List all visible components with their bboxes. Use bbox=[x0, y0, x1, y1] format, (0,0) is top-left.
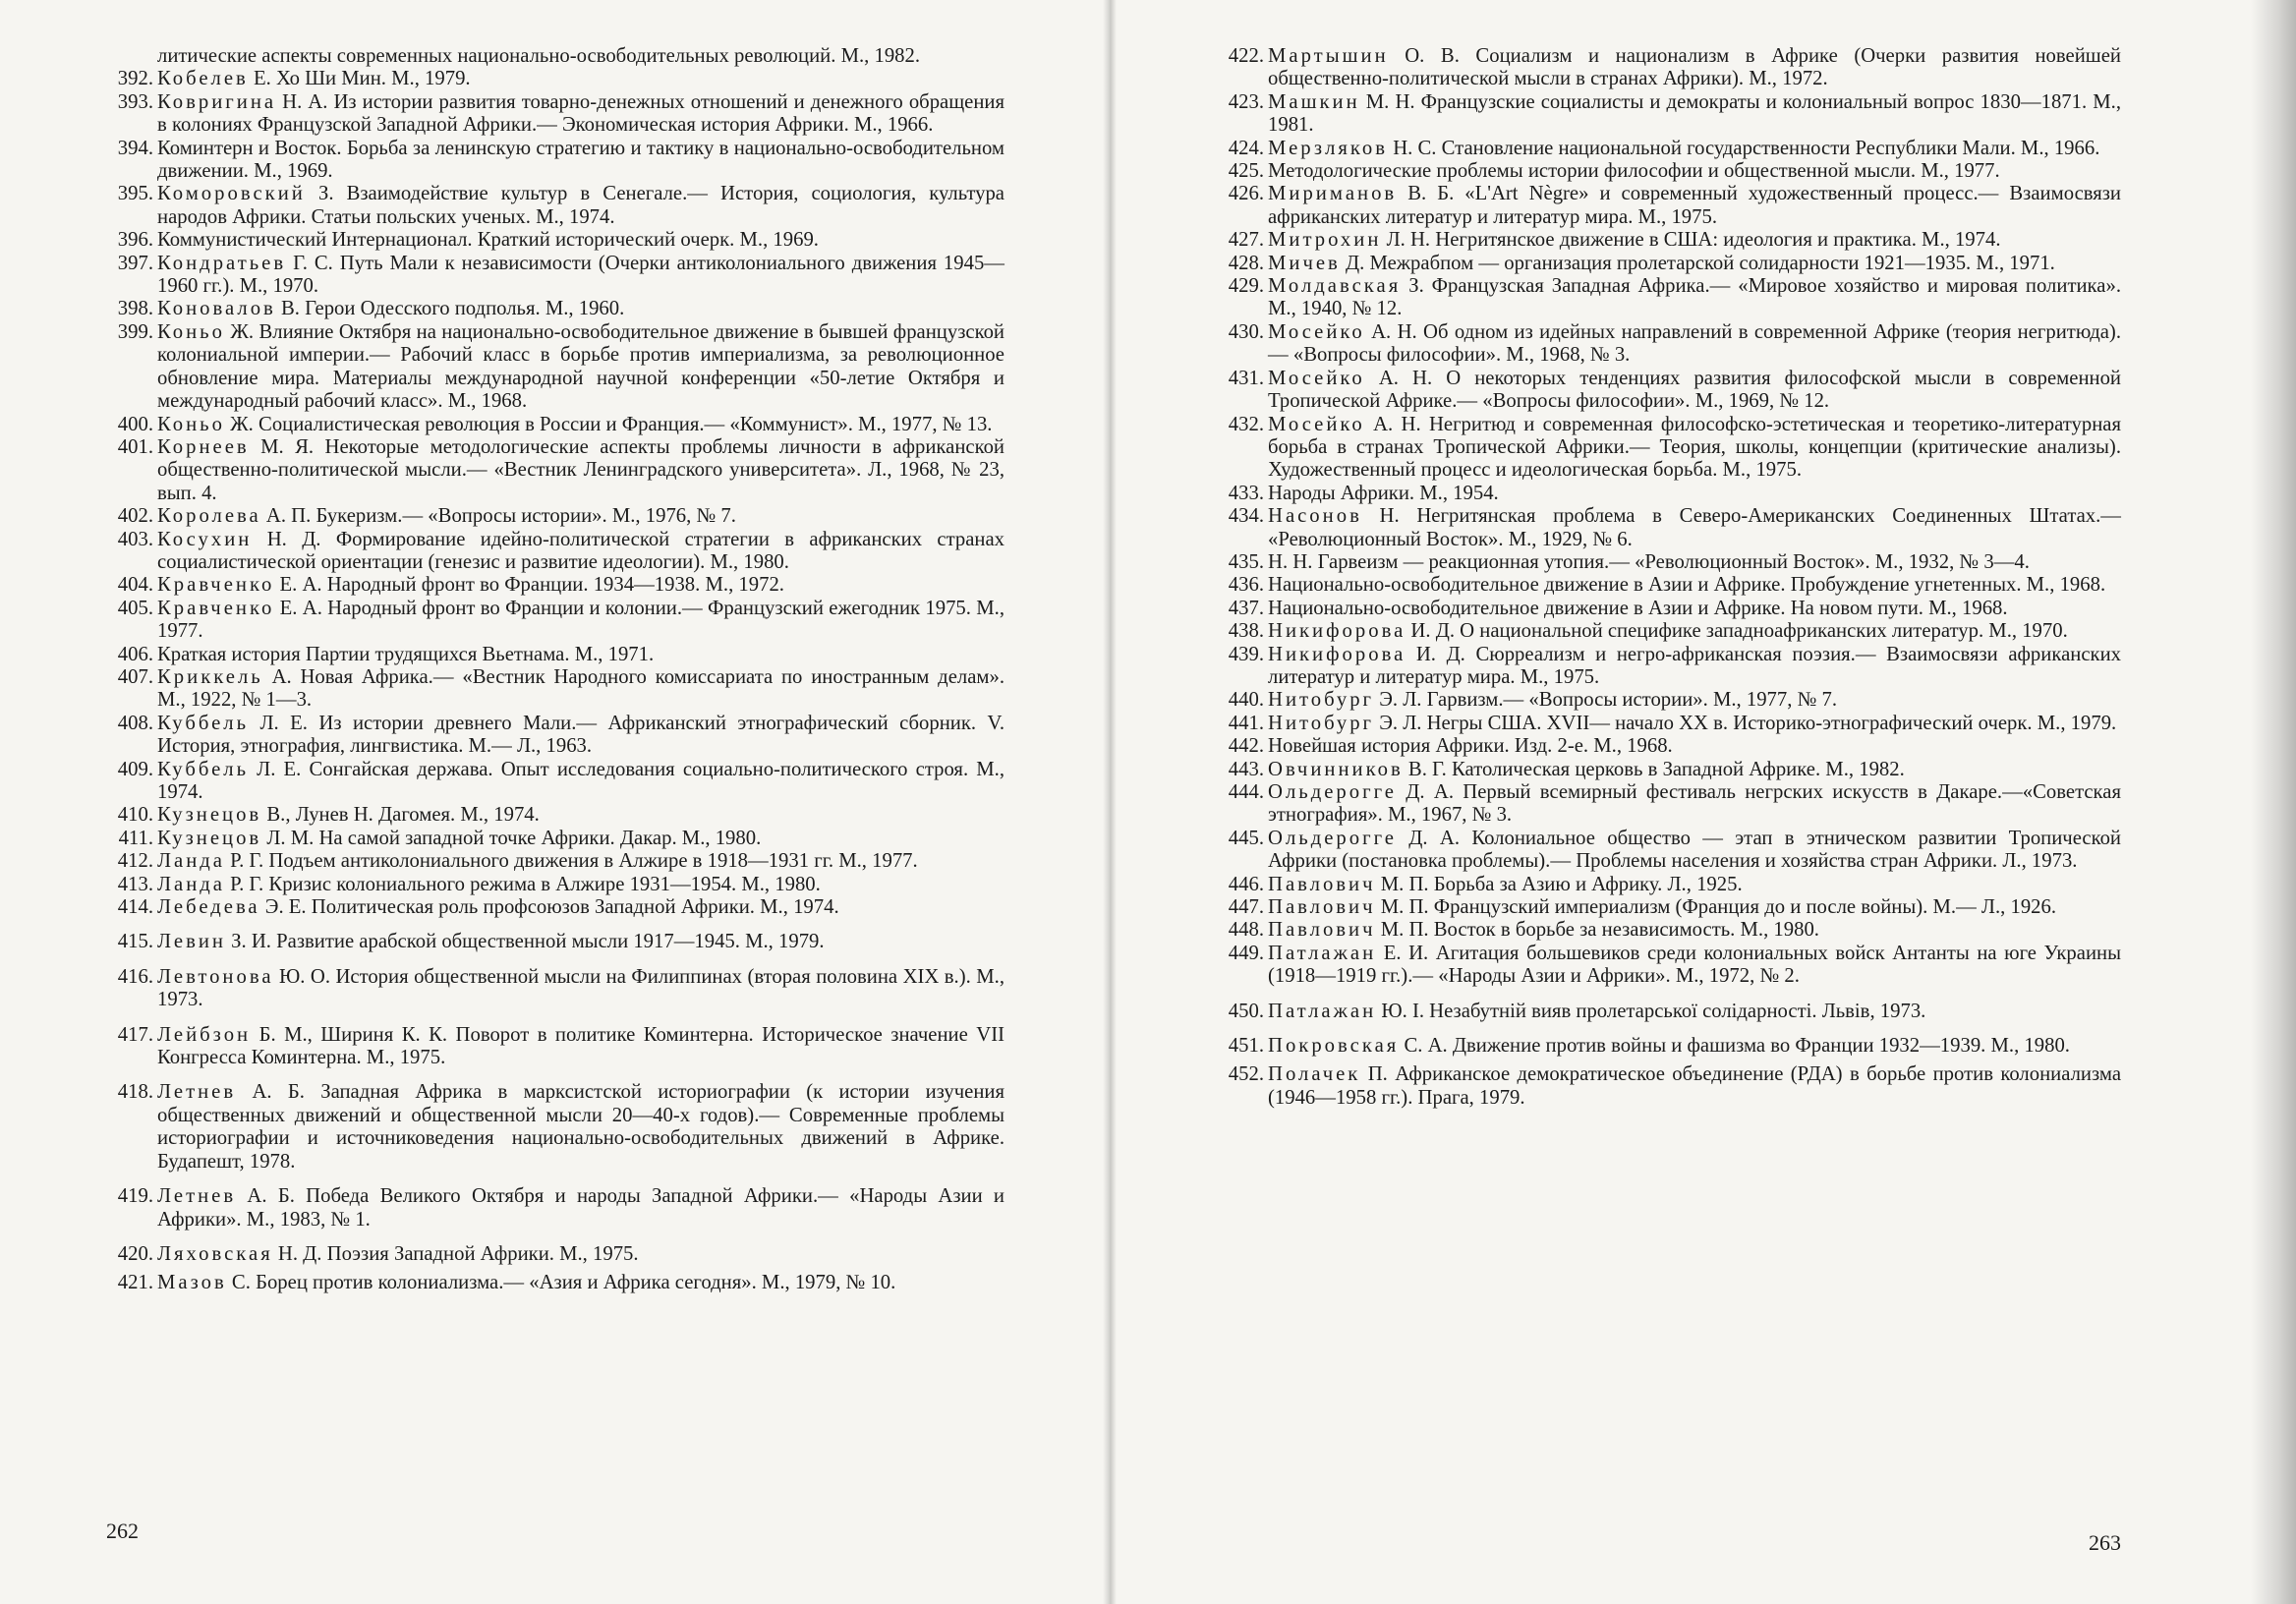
bibliography-entry bbox=[1221, 275, 2121, 321]
entry-author: Мичев bbox=[1268, 252, 1341, 274]
entry-author: Ланда bbox=[157, 873, 225, 895]
entry-author: Ковригина bbox=[157, 90, 277, 113]
entry-author: Косухин bbox=[157, 528, 253, 550]
entry-text: С. А. Движение против войны и фашизма во Франции 1932—1939. М., 1980. bbox=[1399, 1035, 2070, 1058]
entry-number: 436. bbox=[1228, 574, 1264, 597]
entry-author: Криккель bbox=[157, 665, 263, 688]
entry-number: 442. bbox=[1228, 735, 1264, 758]
bibliography-entry bbox=[110, 253, 1004, 299]
entry-author: Коньо bbox=[157, 413, 225, 435]
entry-number: 438. bbox=[1228, 620, 1264, 643]
bibliography-entry bbox=[1221, 160, 2121, 183]
entry-number: 443. bbox=[1228, 758, 1264, 780]
entry-author: Мазов bbox=[157, 1272, 227, 1294]
entry-author: Коньо bbox=[157, 320, 225, 343]
entry-text: В. Б. «L'Art Nègre» и современный художественный процесс.— Взаимосвязи африканских литератур и литератур мира. М., 1975. bbox=[1268, 183, 2121, 228]
entry-author: Молдавская bbox=[1268, 275, 1402, 298]
entry-author: Насонов bbox=[1268, 505, 1362, 528]
entry-text: И. Д. О национальной специфике западноафриканских литератур. М., 1970. bbox=[1406, 620, 2068, 643]
entry-text: Р. Г. Подъем антиколониального движения в Алжире в 1918—1931 гг. М., 1977. bbox=[225, 850, 918, 873]
entry-author: Павлович bbox=[1268, 873, 1376, 895]
entry-author: Куббель bbox=[157, 758, 250, 780]
bibliography-entry bbox=[110, 850, 1004, 873]
entry-text: литические аспекты современных национально-освободительных революций. М., 1982. bbox=[157, 45, 921, 67]
entry-number: 446. bbox=[1228, 873, 1264, 895]
entry-text: Е. Хо Ши Мин. М., 1979. bbox=[248, 68, 471, 90]
entry-text: Национально-освободительное движение в Азии и Африке. На новом пути. М., 1968. bbox=[1268, 597, 2008, 619]
entry-number: 429. bbox=[1228, 275, 1264, 298]
entry-number: 451. bbox=[1228, 1035, 1264, 1058]
entry-author: Летнев bbox=[157, 1081, 237, 1104]
bibliography-entry bbox=[110, 436, 1004, 505]
bibliography-entry bbox=[110, 644, 1004, 666]
entry-text: М. П. Французский империализм (Франция до и после войны). М.— Л., 1926. bbox=[1375, 896, 2057, 919]
entry-author: Коморовский bbox=[157, 183, 306, 205]
entry-author: Мосейко bbox=[1268, 413, 1365, 435]
bibliography-entry bbox=[110, 1081, 1004, 1174]
bibliography-entry bbox=[1221, 483, 2121, 505]
entry-number: 448. bbox=[1228, 919, 1264, 942]
entry-author: Ланда bbox=[157, 850, 225, 873]
entry-text: Н. Н. Гарвеизм — реакционная утопия.— «Революционный Восток». М., 1932, № 3—4. bbox=[1268, 550, 2030, 573]
entry-text: Б. М., Шириня К. К. Поворот в политике Коминтерна. Историческое значение VII Конгресса Коминтерна. М., 1975. bbox=[157, 1023, 1004, 1069]
bibliography-entry bbox=[1221, 574, 2121, 597]
entry-number: 414. bbox=[117, 896, 153, 919]
entry-number: 447. bbox=[1228, 896, 1264, 919]
entry-text: Н. А. Из истории развития товарно-денежных отношений и денежного обращения в колониях Французской Западной Африки.— Экономическая история Африки. М., 1966. bbox=[157, 90, 1004, 137]
entry-author: Коновалов bbox=[157, 298, 276, 320]
entry-author: Левин bbox=[157, 931, 226, 953]
bibliography-entry bbox=[1221, 45, 2121, 91]
entry-number: 410. bbox=[117, 804, 153, 827]
bibliography-entry bbox=[110, 529, 1004, 575]
entry-text: Н. С. Становление национальной государственности Республики Мали. М., 1966. bbox=[1388, 137, 2100, 159]
bibliography-entry bbox=[110, 45, 1004, 68]
entry-author: Корнеев bbox=[157, 435, 250, 458]
bibliography-entry bbox=[1221, 551, 2121, 574]
entry-number: 412. bbox=[117, 850, 153, 873]
bibliography-entry bbox=[1221, 713, 2121, 735]
entry-author: Полачек bbox=[1268, 1063, 1361, 1086]
bibliography-entry bbox=[110, 138, 1004, 184]
entry-number: 434. bbox=[1228, 505, 1264, 528]
entry-number: 435. bbox=[1228, 550, 1264, 573]
entry-text: Коммунистический Интернационал. Краткий исторический очерк. М., 1969. bbox=[157, 229, 819, 252]
entry-author: Левтонова bbox=[157, 965, 274, 988]
entry-author: Нитобург bbox=[1268, 689, 1375, 712]
entry-number: 404. bbox=[117, 574, 153, 597]
entry-text: А. П. Букеризм.— «Вопросы истории». М., 1976, № 7. bbox=[260, 505, 736, 528]
entry-number: 397. bbox=[117, 252, 153, 274]
bibliography-entry bbox=[1221, 919, 2121, 942]
bibliography-entry bbox=[1221, 1001, 2121, 1023]
entry-text: П. Африканское демократическое объединение (РДА) в борьбе против колониализма (1946—1958 гг.). Прага, 1979. bbox=[1268, 1063, 2121, 1109]
bibliography-entry bbox=[110, 183, 1004, 229]
bibliography-entry bbox=[110, 966, 1004, 1012]
entry-text: Национально-освободительное движение в Азии и Африке. Пробуждение угнетенных. М., 1968. bbox=[1268, 574, 2106, 597]
entry-number: 424. bbox=[1228, 137, 1264, 159]
entry-author: Никифорова bbox=[1268, 643, 1406, 665]
entry-text: Д. А. Колониальное общество — этап в этническом развитии Тропической Африки (постановка проблемы).— Проблемы населения и хозяйства стран Африки. Л., 1973. bbox=[1268, 827, 2121, 873]
entry-author: Кравченко bbox=[157, 574, 275, 597]
entry-number: 407. bbox=[117, 665, 153, 688]
entry-number: 416. bbox=[117, 965, 153, 988]
entry-text: Е. А. Народный фронт во Франции. 1934—1938. М., 1972. bbox=[274, 574, 784, 597]
bibliography-entry bbox=[110, 598, 1004, 644]
entry-author: Мириманов bbox=[1268, 183, 1398, 205]
entry-text: С. Борец против колониализма.— «Азия и Африка сегодня». М., 1979, № 10. bbox=[226, 1272, 896, 1294]
bibliography-entry bbox=[110, 505, 1004, 528]
page-number-right: 263 bbox=[2089, 1530, 2121, 1555]
bibliography-entry bbox=[110, 828, 1004, 850]
entry-text: Народы Африки. М., 1954. bbox=[1268, 482, 1499, 504]
entry-text: Л. Е. Сонгайская держава. Опыт исследования социально-политического строя. М., 1974. bbox=[157, 758, 1004, 803]
entry-text: В. Герои Одесского подполья. М., 1960. bbox=[275, 298, 625, 320]
bibliography-entry bbox=[1221, 505, 2121, 551]
entry-text: А. Н. О некоторых тенденциях развития философской мысли в современной Тропической Африке.— «Вопросы философии». М., 1969, № 12. bbox=[1268, 367, 2121, 413]
entry-number: 427. bbox=[1228, 229, 1264, 252]
entry-number: 428. bbox=[1228, 252, 1264, 274]
bibliography-entry bbox=[110, 804, 1004, 827]
entry-number: 418. bbox=[117, 1081, 153, 1104]
entry-number: 395. bbox=[117, 183, 153, 205]
entry-text: А. Б. Западная Африка в марксистской историографии (к истории изучения общественных движений и общественной мысли 20—40-х годов).— Современные проблемы историографии и источниковедения национально-освободительных движений в Африке. Будапешт, 1978. bbox=[157, 1081, 1004, 1173]
bibliography-entry bbox=[1221, 138, 2121, 160]
entry-text: Ю. О. История общественной мысли на Филиппинах (вторая половина XIX в.). М., 1973. bbox=[157, 965, 1004, 1011]
entry-number: 406. bbox=[117, 643, 153, 665]
right-page bbox=[1221, 45, 2121, 1539]
entry-number: 392. bbox=[117, 68, 153, 90]
bibliography-entry bbox=[110, 574, 1004, 597]
entry-author: Куббель bbox=[157, 712, 250, 734]
bibliography-entry bbox=[1221, 828, 2121, 874]
bibliography-entry bbox=[110, 68, 1004, 90]
entry-number: 432. bbox=[1228, 413, 1264, 435]
entry-text: Э. Л. Гарвизм.— «Вопросы истории». М., 1977, № 7. bbox=[1374, 689, 1838, 712]
bibliography-entry bbox=[1221, 874, 2121, 896]
entry-text: М. П. Восток в борьбе за независимость. М., 1980. bbox=[1375, 919, 1819, 942]
entry-number: 393. bbox=[117, 90, 153, 113]
bibliography-entry bbox=[1221, 368, 2121, 414]
entry-number: 452. bbox=[1228, 1063, 1264, 1086]
entry-number: 441. bbox=[1228, 712, 1264, 734]
entry-text: В., Лунев Н. Дагомея. М., 1974. bbox=[261, 804, 540, 827]
entry-author: Мартышин bbox=[1268, 45, 1389, 67]
entry-text: З. Французская Западная Африка.— «Мировое хозяйство и мировая политика». М., 1940, № 12. bbox=[1268, 275, 2121, 320]
entry-text: А. Б. Победа Великого Октября и народы Западной Африки.— «Народы Азии и Африки». М., 1983, № 1. bbox=[157, 1185, 1004, 1231]
entry-number: 423. bbox=[1228, 90, 1264, 113]
entry-number: 419. bbox=[117, 1185, 153, 1208]
entry-author: Кравченко bbox=[157, 597, 275, 619]
entry-number: 421. bbox=[117, 1272, 153, 1294]
bibliography-entry bbox=[1221, 759, 2121, 781]
entry-author: Мосейко bbox=[1268, 367, 1365, 389]
entry-text: Д. А. Первый всемирный фестиваль негрских искусств в Дакаре.—«Советская этнография». М., 1967, № 3. bbox=[1268, 781, 2121, 827]
entry-author: Королева bbox=[157, 505, 261, 528]
entry-text: А. Новая Африка.— «Вестник Народного комиссариата по иностранным делам». М., 1922, № 1—3. bbox=[157, 665, 1004, 712]
entry-author: Никифорова bbox=[1268, 620, 1406, 643]
entry-author: Покровская bbox=[1268, 1035, 1400, 1058]
entry-number: 405. bbox=[117, 597, 153, 619]
entry-author: Лебедева bbox=[157, 896, 260, 919]
bibliography-entry bbox=[110, 874, 1004, 896]
page-number-left: 262 bbox=[106, 1518, 139, 1543]
entry-author: Кондратьев bbox=[157, 252, 287, 274]
bibliography-entry bbox=[1221, 321, 2121, 368]
bibliography-entry bbox=[110, 229, 1004, 252]
entry-text: Ю. І. Незабутній вияв пролетарської солідарності. Львів, 1973. bbox=[1376, 1000, 1926, 1022]
entry-text: Л. Н. Негритянское движение в США: идеология и практика. М., 1974. bbox=[1381, 229, 2001, 252]
bibliography-entry bbox=[110, 1185, 1004, 1232]
entry-text: Краткая история Партии трудящихся Вьетнама. М., 1971. bbox=[157, 643, 655, 665]
entry-text: Ж. Влияние Октября на национально-освободительное движение в бывшей французской колониальной империи.— Рабочий класс в борьбе против империализма, за революционное обновление мира. Материалы международной научной конференции «50-летие Октября и международный рабочий класс». М., 1968. bbox=[157, 320, 1004, 413]
entry-number: 431. bbox=[1228, 367, 1264, 389]
left-page bbox=[110, 45, 1004, 1539]
entry-author: Патлажан bbox=[1268, 1000, 1377, 1022]
entry-author: Ольдерогге bbox=[1268, 827, 1397, 849]
entry-author: Ляховская bbox=[157, 1242, 273, 1265]
entry-text: Л. М. На самой западной точке Африки. Дакар. М., 1980. bbox=[261, 827, 762, 849]
entry-text: З. И. Развитие арабской общественной мысли 1917—1945. М., 1979. bbox=[225, 931, 825, 953]
entry-text: Е. А. Народный фронт во Франции и колонии.— Французский ежегодник 1975. М., 1977. bbox=[157, 597, 1004, 643]
entry-number: 415. bbox=[117, 931, 153, 953]
entry-number: 396. bbox=[117, 229, 153, 252]
bibliography-entry bbox=[110, 91, 1004, 138]
entry-number: 408. bbox=[117, 712, 153, 734]
bibliography-entry bbox=[1221, 598, 2121, 620]
entry-text: И. Д. Сюрреализм и негро-африканская поэзия.— Взаимосвязи африканских литератур и литератур мира. М., 1975. bbox=[1268, 643, 2121, 688]
bibliography-entry bbox=[1221, 91, 2121, 138]
entry-text: Э. Е. Политическая роль профсоюзов Западной Африки. М., 1974. bbox=[259, 896, 839, 919]
entry-author: Машкин bbox=[1268, 90, 1360, 113]
entry-author: Лейбзон bbox=[157, 1023, 252, 1046]
bibliography-entry bbox=[110, 1024, 1004, 1070]
entry-number: 409. bbox=[117, 758, 153, 780]
entry-author: Павлович bbox=[1268, 919, 1376, 942]
bibliography-entry bbox=[1221, 1035, 2121, 1058]
bibliography-entry bbox=[110, 759, 1004, 805]
entry-number: 403. bbox=[117, 528, 153, 550]
entry-number: 440. bbox=[1228, 689, 1264, 712]
bibliography-entry bbox=[1221, 896, 2121, 919]
bibliography-entry bbox=[1221, 1063, 2121, 1110]
bibliography-entry bbox=[110, 414, 1004, 436]
bibliography-entry bbox=[1221, 943, 2121, 989]
bibliography-entry bbox=[110, 666, 1004, 713]
bibliography-entry bbox=[110, 321, 1004, 414]
entry-text: Н. Д. Поэзия Западной Африки. М., 1975. bbox=[272, 1242, 639, 1265]
entry-number: 425. bbox=[1228, 160, 1264, 183]
entry-text: М. Я. Некоторые методологические аспекты проблемы личности в африканской общественно-политической мысли.— «Вестник Ленинградского университета». Л., 1968, № 23, вып. 4. bbox=[157, 435, 1004, 504]
entry-number: 437. bbox=[1228, 597, 1264, 619]
entry-author: Мосейко bbox=[1268, 320, 1365, 343]
bibliography-entry bbox=[1221, 689, 2121, 712]
bibliography-entry bbox=[1221, 253, 2121, 275]
entry-author: Патлажан bbox=[1268, 942, 1377, 964]
entry-text: В. Г. Католическая церковь в Западной Африке. М., 1982. bbox=[1403, 758, 1905, 780]
entry-text: О. В. Социализм и национализм в Африке (Очерки развития новейшей общественно-политической мысли в странах Африки). М., 1972. bbox=[1268, 45, 2121, 90]
entry-text: Н. Д. Формирование идейно-политической стратегии в африканских странах социалистической ориентации (генезис и развитие идеологии). М., 1980. bbox=[157, 528, 1004, 573]
entry-text: М. Н. Французские социалисты и демократы и колониальный вопрос 1830—1871. М., 1981. bbox=[1268, 90, 2121, 137]
bibliography-entry bbox=[1221, 735, 2121, 758]
bibliography-entry bbox=[1221, 620, 2121, 643]
entry-author: Ольдерогге bbox=[1268, 781, 1397, 803]
bibliography-entry bbox=[110, 896, 1004, 919]
bibliography-entry bbox=[1221, 183, 2121, 229]
entry-author: Мерзляков bbox=[1268, 137, 1389, 159]
bibliography-entry bbox=[110, 298, 1004, 320]
entry-text: Новейшая история Африки. Изд. 2-е. М., 1968. bbox=[1268, 735, 1673, 758]
entry-text: А. Н. Об одном из идейных направлений в современной Африке (теория негритюда).— «Вопросы философии». М., 1968, № 3. bbox=[1268, 320, 2121, 367]
entry-number: 450. bbox=[1228, 1000, 1264, 1022]
entry-text: Д. Межрабпом — организация пролетарской солидарности 1921—1935. М., 1971. bbox=[1340, 252, 2055, 274]
entry-author: Нитобург bbox=[1268, 712, 1375, 734]
page-edge-shadow bbox=[2251, 0, 2296, 1604]
entry-text: Р. Г. Кризис колониального режима в Алжире 1931—1954. М., 1980. bbox=[225, 873, 821, 895]
entry-author: Летнев bbox=[157, 1185, 237, 1208]
entry-number: 445. bbox=[1228, 827, 1264, 849]
entry-number: 399. bbox=[117, 320, 153, 343]
entry-text: З. Взаимодействие культур в Сенегале.— История, социология, культура народов Африки. Статьи польских ученых. М., 1974. bbox=[157, 183, 1004, 228]
entry-text: Ж. Социалистическая революция в России и Франция.— «Коммунист». М., 1977, № 13. bbox=[224, 413, 993, 435]
entry-number: 401. bbox=[117, 435, 153, 458]
entry-author: Кузнецов bbox=[157, 804, 262, 827]
entry-number: 413. bbox=[117, 873, 153, 895]
entry-number: 426. bbox=[1228, 183, 1264, 205]
bibliography-entry bbox=[110, 1272, 1004, 1294]
book-gutter bbox=[1103, 0, 1117, 1604]
entry-text: А. Н. Негритюд и современная философско-эстетическая и теоретико-литературная борьба в странах Тропической Африки.— Теория, школы, концепции (критические анализы). Художественный процесс и идеологическая борьба. М., 1975. bbox=[1268, 413, 2121, 482]
bibliography-entry bbox=[1221, 414, 2121, 483]
bibliography-entry bbox=[1221, 644, 2121, 690]
entry-number: 400. bbox=[117, 413, 153, 435]
entry-number: 417. bbox=[117, 1023, 153, 1046]
entry-text: Е. И. Агитация большевиков среди колониальных войск Антанты на юге Украины (1918—1919 гг.).— «Народы Азии и Африки». М., 1972, № 2. bbox=[1268, 942, 2121, 988]
entry-number: 449. bbox=[1228, 942, 1264, 964]
entry-text: Э. Л. Негры США. XVII— начало XX в. Историко-этнографический очерк. М., 1979. bbox=[1374, 712, 2117, 734]
entry-number: 422. bbox=[1228, 45, 1264, 67]
entry-author: Митрохин bbox=[1268, 229, 1382, 252]
entry-number: 433. bbox=[1228, 482, 1264, 504]
entry-number: 411. bbox=[118, 827, 153, 849]
bibliography-entry bbox=[1221, 229, 2121, 252]
entry-author: Овчинников bbox=[1268, 758, 1404, 780]
entry-number: 402. bbox=[117, 505, 153, 528]
entry-number: 444. bbox=[1228, 781, 1264, 803]
bibliography-entry bbox=[110, 931, 1004, 953]
entry-number: 439. bbox=[1228, 643, 1264, 665]
entry-number: 398. bbox=[117, 298, 153, 320]
bibliography-entry bbox=[110, 1243, 1004, 1266]
entry-number: 420. bbox=[117, 1242, 153, 1265]
entry-text: М. П. Борьба за Азию и Африку. Л., 1925. bbox=[1375, 873, 1743, 895]
bibliography-entry bbox=[1221, 781, 2121, 828]
entry-text: Л. Е. Из истории древнего Мали.— Африканский этнографический сборник. V. История, этнография, лингвистика. М.— Л., 1963. bbox=[157, 712, 1004, 758]
bibliography-entry bbox=[110, 713, 1004, 759]
entry-author: Кобелев bbox=[157, 68, 249, 90]
entry-text: Коминтерн и Восток. Борьба за ленинскую стратегию и тактику в национально-освободительном движении. М., 1969. bbox=[157, 137, 1004, 183]
entry-text: Н. Негритянская проблема в Северо-Американских Соединенных Штатах.— «Революционный Восток». М., 1929, № 6. bbox=[1268, 505, 2121, 550]
entry-text: Методологические проблемы истории философии и общественной мысли. М., 1977. bbox=[1268, 160, 2000, 183]
entry-number: 430. bbox=[1228, 320, 1264, 343]
entry-author: Павлович bbox=[1268, 896, 1376, 919]
entry-text: Г. С. Путь Мали к независимости (Очерки антиколониального движения 1945—1960 гг.). М., 1970. bbox=[157, 252, 1004, 298]
entry-author: Кузнецов bbox=[157, 827, 262, 849]
entry-number: 394. bbox=[117, 137, 153, 159]
